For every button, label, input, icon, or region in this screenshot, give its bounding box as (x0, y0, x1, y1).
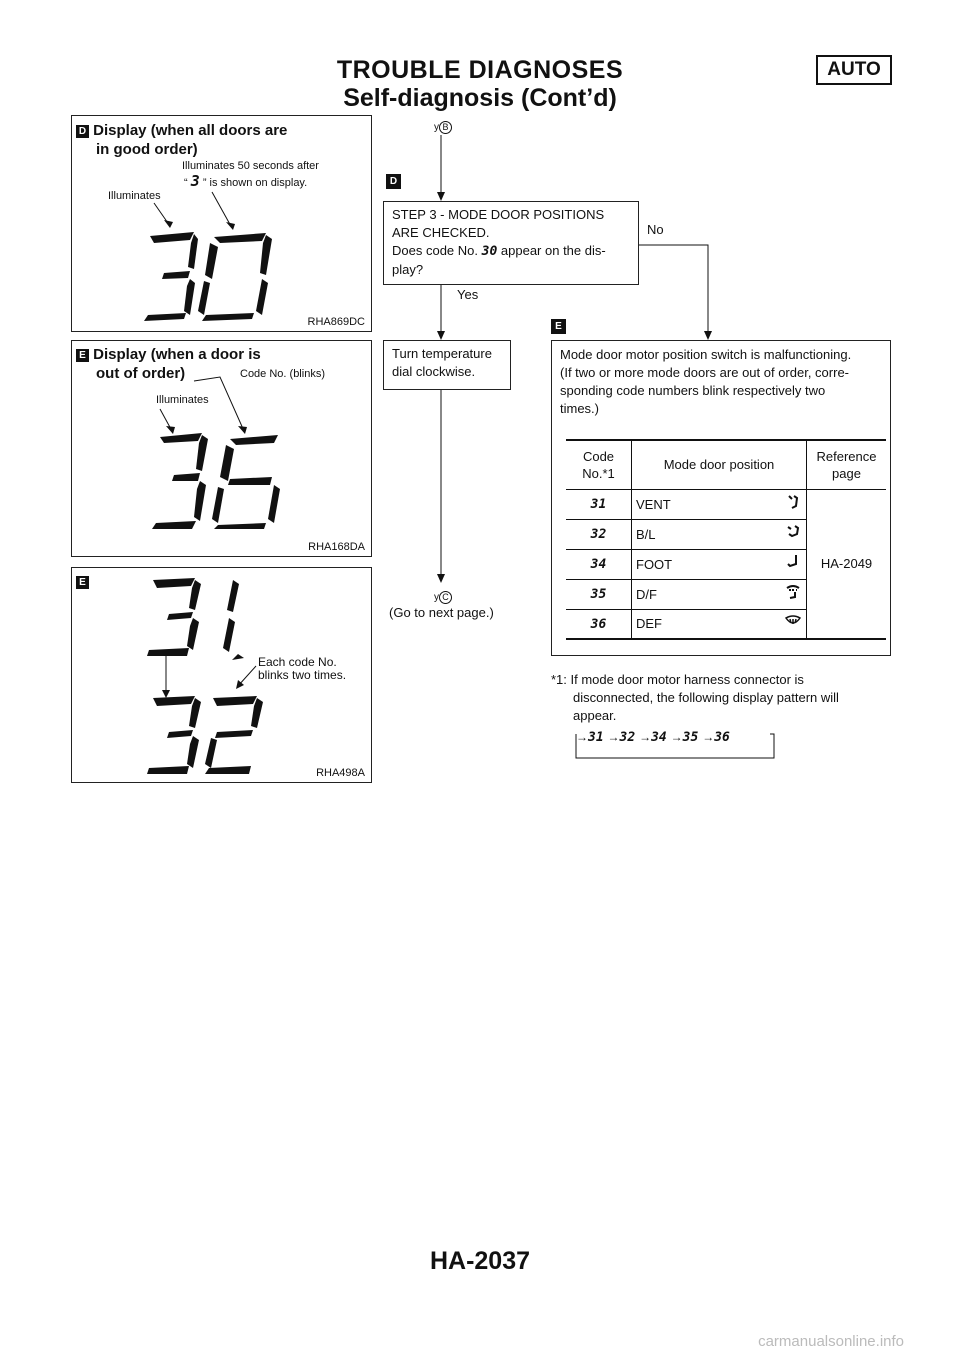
mode-door-table: Code No.*1 Mode door position Reference page 31 VENT HA-2049 32 B/L 34 FOOT 35 D/F 36 DEF (566, 439, 886, 640)
connector-b: y B (434, 117, 452, 137)
label-illuminates: Illuminates (156, 394, 209, 406)
panel-title: D Display (when all doors are in good order) (76, 121, 287, 159)
malfunction-box: Mode door motor position switch is malfunctioning. (If two or more mode doors are out of order, corre- sponding code numbers blink respectively two times.) (551, 340, 891, 656)
auto-badge: AUTO (816, 55, 892, 85)
watermark: carmanualsonline.info (758, 1333, 904, 1350)
footnote: *1: If mode door motor harness connector is disconnected, the following display pattern will appear. (551, 672, 839, 723)
foot-airflow-icon (786, 554, 800, 570)
table-row: 36 DEF (566, 609, 886, 639)
lcd-display-32 (147, 694, 267, 774)
ref-page: HA-2049 (820, 556, 873, 572)
yes-label: Yes (457, 287, 479, 302)
def-foot-airflow-icon (785, 584, 801, 600)
step3-box: STEP 3 - MODE DOOR POSITIONS ARE CHECKED. Does code No. 30 appear on the dis- play? (383, 201, 639, 285)
label-illuminates: Illuminates (108, 190, 161, 202)
ref-code: RHA869DC (307, 316, 365, 328)
code-30: 30 (481, 244, 498, 259)
bilevel-airflow-icon (786, 524, 800, 540)
vent-airflow-icon (786, 494, 800, 510)
ref-code: RHA498A (316, 767, 365, 779)
page-title: TROUBLE DIAGNOSES (336, 56, 624, 84)
page-subtitle: Self-diagnosis (Cont’d) (343, 84, 617, 112)
marker-e-icon: E (551, 319, 566, 334)
label-after: Illuminates 50 seconds after “ 3 ” is shown on display. (182, 160, 319, 190)
go-next-page: (Go to next page.) (389, 605, 494, 620)
marker-e-icon: E (76, 576, 89, 589)
ref-code: RHA168DA (308, 541, 365, 553)
connector-c: y C (434, 587, 452, 607)
table-row: 34 FOOT (566, 549, 886, 579)
page-number: HA-2037 (429, 1247, 531, 1275)
marker-d (386, 172, 401, 190)
turn-temperature-box: Turn temperature dial clockwise. (383, 340, 511, 390)
table-row: 32 B/L (566, 519, 886, 549)
pattern-loop-line (574, 730, 794, 760)
label-blinks: Each code No. blinks two times. (258, 655, 347, 682)
display-pattern: →31 →32 →34 →35 →36 (576, 730, 730, 745)
defrost-icon (785, 615, 801, 629)
panel-title: E Display (when a door is out of order) (76, 345, 261, 383)
marker-e-icon: E (76, 349, 89, 362)
table-row: 35 D/F (566, 579, 886, 609)
marker-d-icon: D (386, 174, 401, 189)
table-row: 31 VENT HA-2049 (566, 489, 886, 519)
marker-e (551, 317, 566, 335)
label-code-blinks: Code No. (blinks) (240, 368, 325, 380)
marker-d-icon: D (76, 125, 89, 138)
no-label: No (647, 222, 664, 237)
